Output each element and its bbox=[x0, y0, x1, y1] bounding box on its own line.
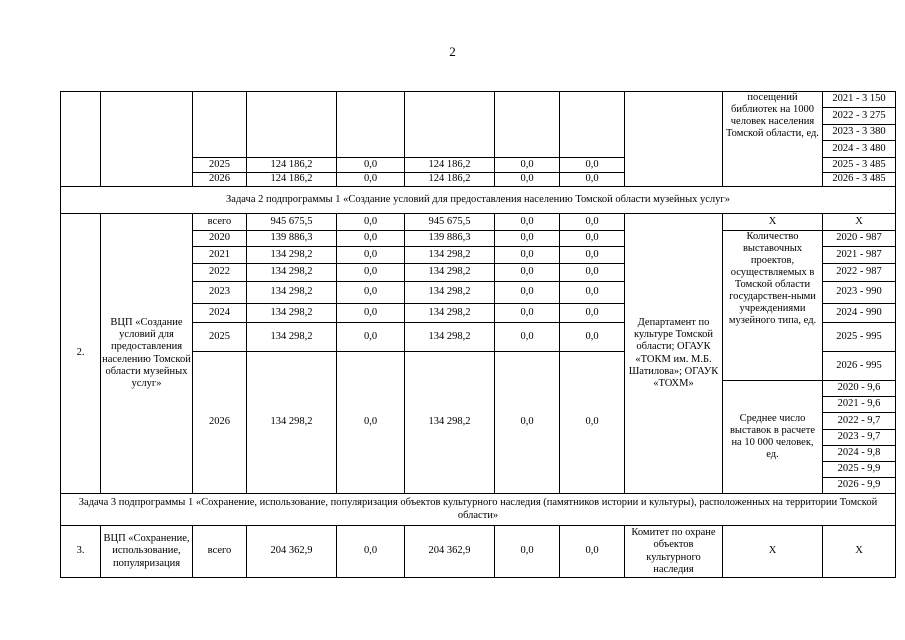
amount-cell: 124 186,2 bbox=[405, 158, 495, 173]
target-cell: 2022 - 9,7 bbox=[823, 413, 896, 430]
year-cell: 2022 bbox=[193, 264, 247, 282]
year-cell: 2020 bbox=[193, 231, 247, 247]
amount-cell: 0,0 bbox=[337, 158, 405, 173]
amount-cell: 134 298,2 bbox=[247, 352, 337, 494]
table-row bbox=[61, 526, 896, 578]
task-3-heading: Задача 3 подпрограммы 1 «Сохранение, использование, популяризация объектов культурного наследия (памятников истории и культуры), расположенных на территории Томской области» bbox=[61, 494, 896, 526]
amount-cell: 139 886,3 bbox=[405, 231, 495, 247]
amount-cell: 0,0 bbox=[337, 214, 405, 231]
target-x: Х bbox=[823, 214, 896, 231]
task-row bbox=[61, 494, 896, 526]
amount-cell: 0,0 bbox=[337, 304, 405, 323]
amount-cell: 0,0 bbox=[495, 264, 560, 282]
amount-cell: 0,0 bbox=[495, 526, 560, 578]
target-cell: 2023 - 3 380 bbox=[823, 125, 896, 141]
amount-cell: 0,0 bbox=[495, 214, 560, 231]
target-cell: 2021 - 9,6 bbox=[823, 397, 896, 413]
amount-cell: 0,0 bbox=[495, 304, 560, 323]
executor-cell: Комитет по охране объектов культурного наследия bbox=[625, 526, 723, 578]
indicator-cell: посещений библиотек на 1000 человек населения Томской области, ед. bbox=[723, 92, 823, 187]
target-cell: 2023 - 990 bbox=[823, 282, 896, 304]
amount-cell: 124 186,2 bbox=[405, 173, 495, 187]
amount-cell: 0,0 bbox=[337, 264, 405, 282]
amount-cell: 0,0 bbox=[337, 323, 405, 352]
target-x: Х bbox=[823, 526, 896, 578]
amount-cell: 0,0 bbox=[495, 323, 560, 352]
target-cell: 2020 - 9,6 bbox=[823, 381, 896, 397]
amount-cell: 0,0 bbox=[337, 173, 405, 187]
amount-cell: 0,0 bbox=[495, 247, 560, 264]
amount-cell: 134 298,2 bbox=[405, 264, 495, 282]
amount-cell: 0,0 bbox=[495, 282, 560, 304]
amount-cell: 0,0 bbox=[560, 323, 625, 352]
indicator-x: Х bbox=[723, 526, 823, 578]
amount-cell: 0,0 bbox=[495, 352, 560, 494]
amount-cell: 0,0 bbox=[560, 214, 625, 231]
amount-cell: 134 298,2 bbox=[247, 282, 337, 304]
year-cell: 2023 bbox=[193, 282, 247, 304]
year-cell: всего bbox=[193, 526, 247, 578]
amount-cell: 0,0 bbox=[495, 173, 560, 187]
target-cell: 2026 - 9,9 bbox=[823, 478, 896, 494]
target-cell: 2025 - 3 485 bbox=[823, 158, 896, 173]
year-cell: всего bbox=[193, 214, 247, 231]
amount-cell: 0,0 bbox=[560, 352, 625, 494]
amount-cell: 134 298,2 bbox=[405, 247, 495, 264]
target-cell: 2025 - 995 bbox=[823, 323, 896, 352]
amount-cell: 945 675,5 bbox=[405, 214, 495, 231]
amount-cell: 0,0 bbox=[495, 231, 560, 247]
amount-cell: 134 298,2 bbox=[247, 323, 337, 352]
target-cell: 2022 - 3 275 bbox=[823, 108, 896, 125]
year-cell: 2021 bbox=[193, 247, 247, 264]
year-cell: 2025 bbox=[193, 158, 247, 173]
row-number: 3. bbox=[61, 526, 101, 578]
budget-table bbox=[60, 91, 896, 578]
target-cell: 2024 - 9,8 bbox=[823, 446, 896, 462]
amount-cell: 134 298,2 bbox=[405, 352, 495, 494]
table-row bbox=[61, 214, 896, 231]
amount-cell: 0,0 bbox=[560, 264, 625, 282]
amount-cell: 0,0 bbox=[560, 158, 625, 173]
amount-cell: 0,0 bbox=[560, 282, 625, 304]
amount-cell: 0,0 bbox=[560, 231, 625, 247]
amount-cell: 204 362,9 bbox=[405, 526, 495, 578]
task-row bbox=[61, 187, 896, 214]
indicator-x: Х bbox=[723, 214, 823, 231]
target-cell: 2026 - 3 485 bbox=[823, 173, 896, 187]
target-cell: 2021 - 987 bbox=[823, 247, 896, 264]
amount-cell: 0,0 bbox=[337, 282, 405, 304]
amount-cell: 0,0 bbox=[560, 173, 625, 187]
amount-cell: 0,0 bbox=[337, 526, 405, 578]
target-cell: 2021 - 3 150 bbox=[823, 92, 896, 108]
indicator-cell: Среднее число выставок в расчете на 10 000 человек, ед. bbox=[723, 381, 823, 494]
amount-cell: 139 886,3 bbox=[247, 231, 337, 247]
target-cell: 2024 - 3 480 bbox=[823, 141, 896, 158]
target-cell: 2022 - 987 bbox=[823, 264, 896, 282]
amount-cell: 945 675,5 bbox=[247, 214, 337, 231]
amount-cell: 134 298,2 bbox=[405, 304, 495, 323]
target-cell: 2020 - 987 bbox=[823, 231, 896, 247]
executor-cell: Департамент по культуре Томской области; ОГАУК «ТОКМ им. М.Б. Шатилова»; ОГАУК «ТОХМ» bbox=[625, 214, 723, 494]
amount-cell: 0,0 bbox=[495, 158, 560, 173]
amount-cell: 204 362,9 bbox=[247, 526, 337, 578]
amount-cell: 134 298,2 bbox=[247, 247, 337, 264]
year-cell: 2026 bbox=[193, 173, 247, 187]
table-row bbox=[61, 92, 896, 108]
target-cell: 2025 - 9,9 bbox=[823, 462, 896, 478]
target-cell: 2024 - 990 bbox=[823, 304, 896, 323]
amount-cell: 134 298,2 bbox=[247, 264, 337, 282]
program-name: ВЦП «Сохранение, использование, популяризация bbox=[101, 526, 193, 578]
amount-cell: 0,0 bbox=[560, 247, 625, 264]
page-number: 2 bbox=[449, 44, 456, 59]
amount-cell: 124 186,2 bbox=[247, 158, 337, 173]
row-number: 2. bbox=[61, 214, 101, 494]
amount-cell: 0,0 bbox=[560, 526, 625, 578]
amount-cell: 134 298,2 bbox=[405, 323, 495, 352]
task-2-heading: Задача 2 подпрограммы 1 «Создание условий для предоставления населению Томской области музейных услуг» bbox=[61, 187, 896, 214]
amount-cell: 0,0 bbox=[337, 231, 405, 247]
amount-cell: 0,0 bbox=[337, 247, 405, 264]
target-cell: 2026 - 995 bbox=[823, 352, 896, 381]
program-name: ВЦП «Создание условий для предоставления населению Томской области музейных услуг» bbox=[101, 214, 193, 494]
target-cell: 2023 - 9,7 bbox=[823, 430, 896, 446]
indicator-cell: Количество выставочных проектов, осуществляемых в Томской области государствен-ными учреждениями музейного типа, ед. bbox=[723, 231, 823, 381]
amount-cell: 134 298,2 bbox=[247, 304, 337, 323]
amount-cell: 124 186,2 bbox=[247, 173, 337, 187]
year-cell: 2024 bbox=[193, 304, 247, 323]
year-cell: 2025 bbox=[193, 323, 247, 352]
amount-cell: 0,0 bbox=[560, 304, 625, 323]
year-cell: 2026 bbox=[193, 352, 247, 494]
amount-cell: 134 298,2 bbox=[405, 282, 495, 304]
amount-cell: 0,0 bbox=[337, 352, 405, 494]
